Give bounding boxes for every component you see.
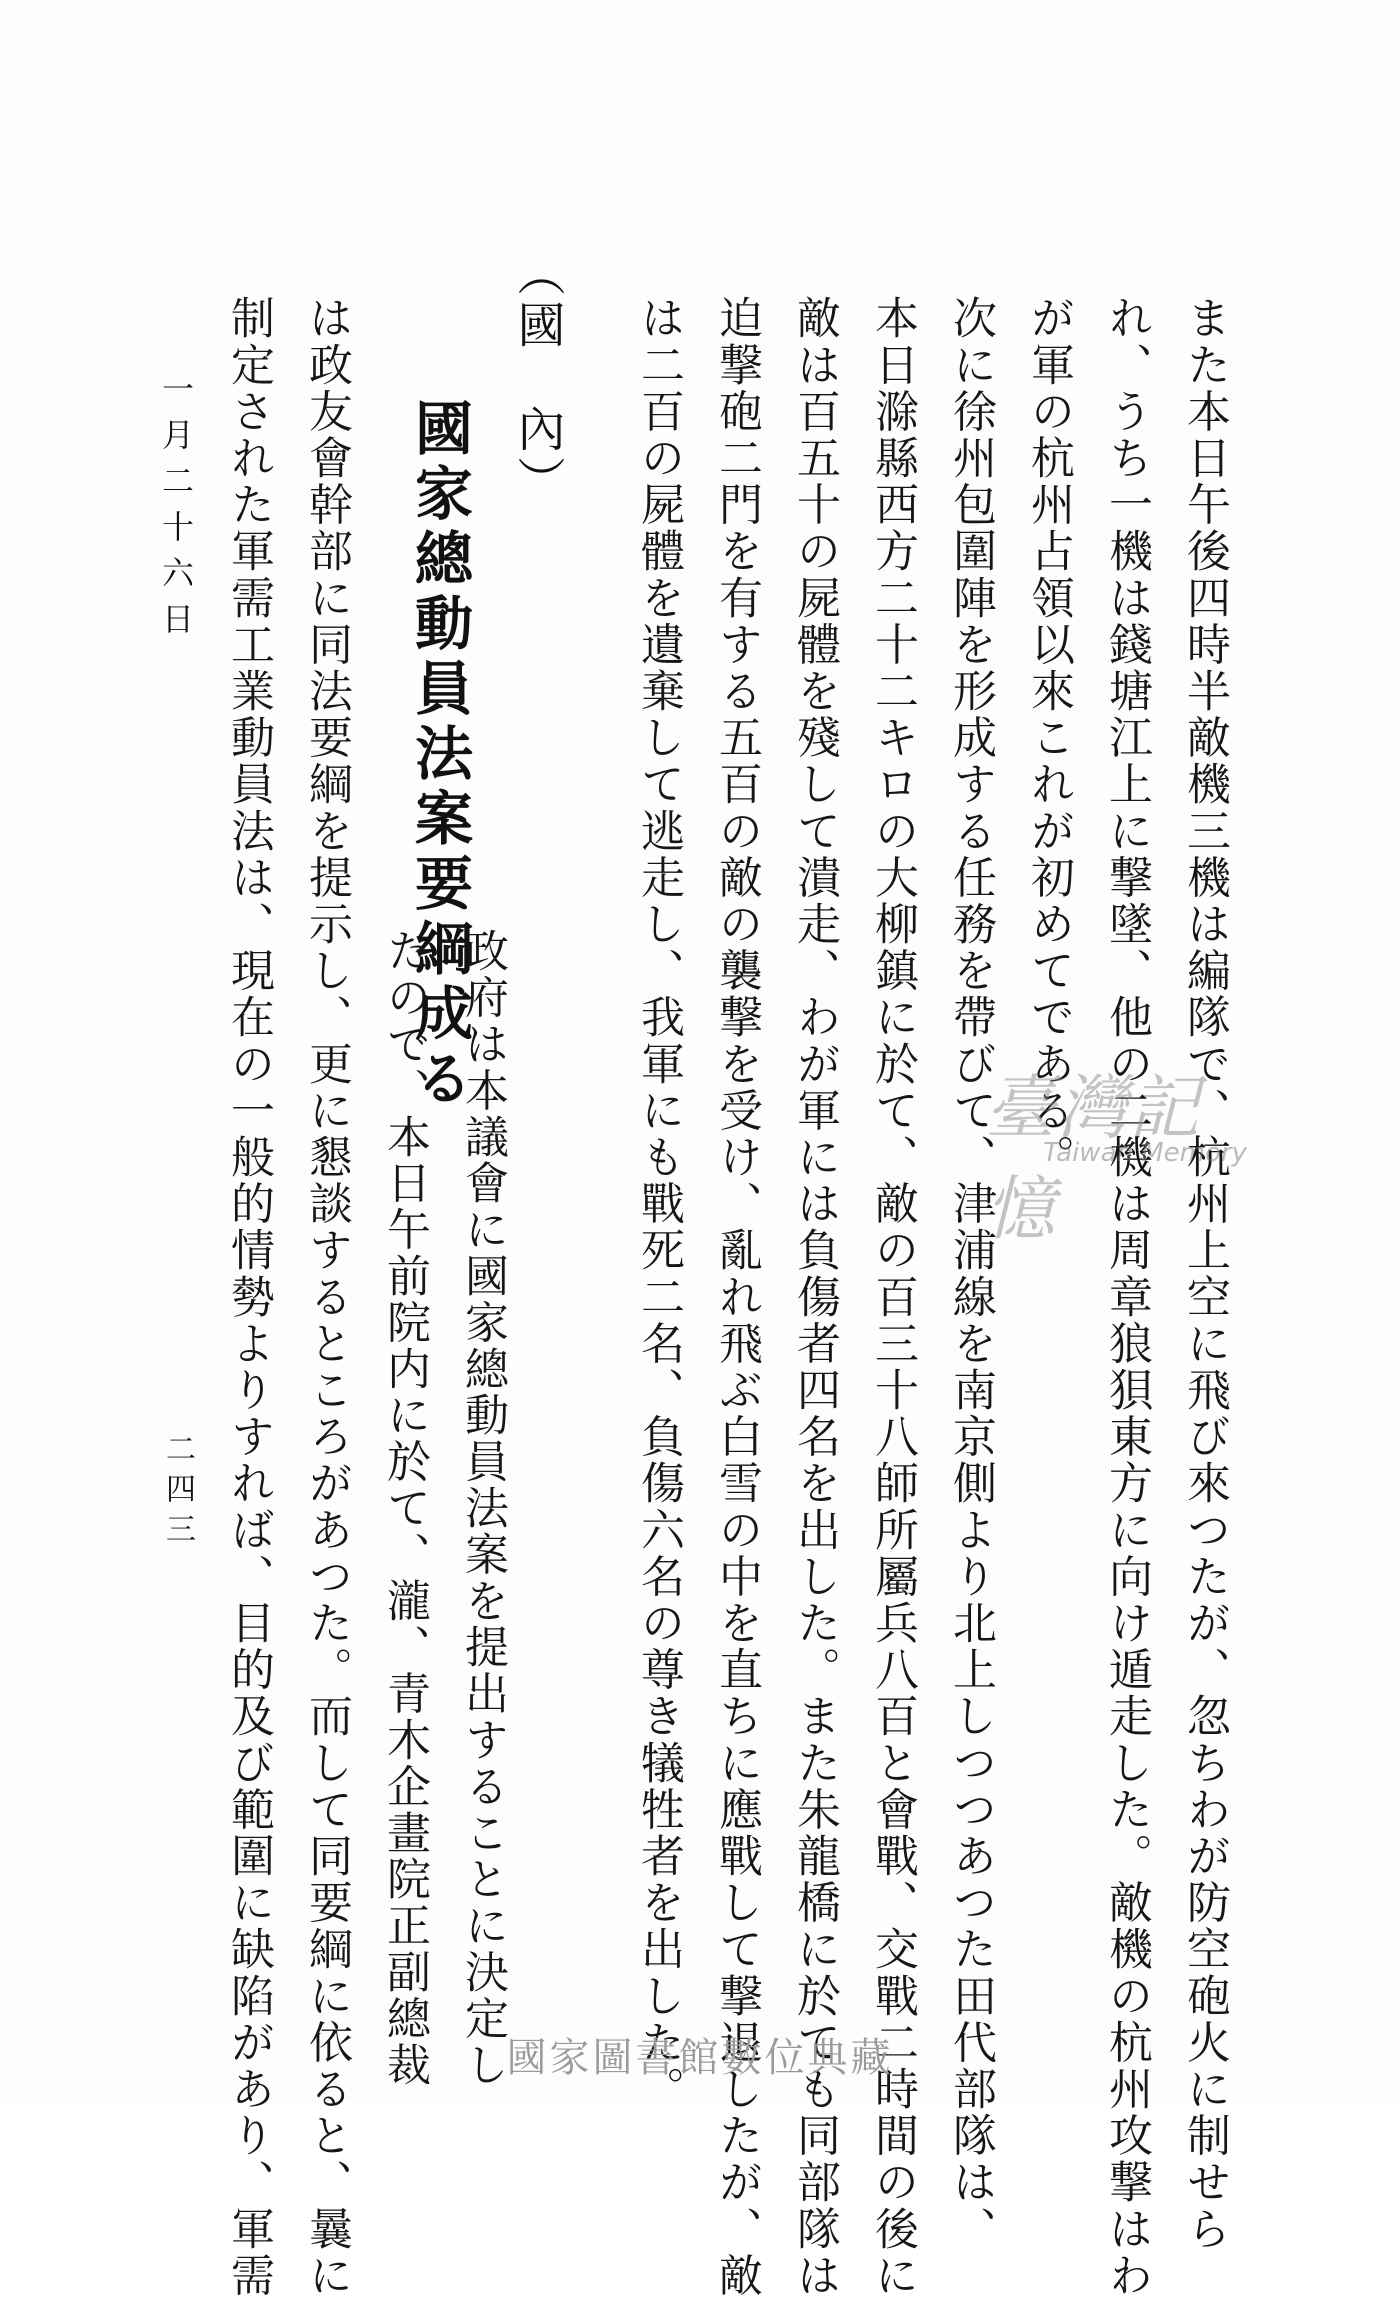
politics-column-3: は政友會幹部に同法要綱を提示し、更に懇談するところがあつた。而して同要綱に依ると、曩に xyxy=(301,295,352,2299)
watermark-logo xyxy=(985,1052,1255,1250)
narrative-column-4: 次に徐州包圍陣を形成する任務を帶びて、津浦線を南京側より北上しつつあつた田代部隊は、 xyxy=(945,295,996,2253)
politics-column-1: 政府は本議會に國家總動員法案を提出することに決定し xyxy=(457,928,508,2088)
narrative-column-5: 本日滁縣西方二十二キロの大柳鎮に於て、敵の百三十八師所屬兵八百と會戰、交戰二時間の後に xyxy=(867,295,918,2299)
watermark-main-text: 臺灣記憶 xyxy=(985,1067,1201,1250)
narrative-column-8: は二百の屍體を遺棄して逃走し、我軍にも戰死二名、負傷六名の尊き犠牲者を出した。 xyxy=(633,295,684,2113)
library-footer: 國家圖書館數位典藏 xyxy=(506,2035,894,2081)
issue-date: 一月二十六日 xyxy=(157,372,195,648)
narrative-column-3: が軍の杭州占領以來これが初めてである。 xyxy=(1023,295,1074,1181)
politics-column-4: 制定された軍需工業動員法は、現在の一般的情勢よりすれば、目的及び範圍に缺陷があり、軍需 xyxy=(223,295,274,2299)
watermark-sub-text: Taiwan Memory xyxy=(1043,1138,1247,1168)
page-number: 二四三 xyxy=(160,1433,195,1553)
politics-column-2: たので、本日午前院内に於て、瀧、青木企畫院正副總裁 xyxy=(379,928,430,2088)
article-headline: 國家總動員法案要綱成る xyxy=(405,398,473,1113)
narrative-column-7: 迫撃砲二門を有する五百の敵の襲撃を受け、亂れ飛ぶ白雪の中を直ちに應戰して撃退したが、敵 xyxy=(711,295,762,2299)
narrative-column-1: また本日午後四時半敵機三機は編隊で、杭州上空に飛び來つたが、忽ちわが防空砲火に制せら xyxy=(1179,295,1230,2253)
section-label: （國 內） xyxy=(509,248,565,508)
narrative-column-6: 敵は百五十の屍體を殘して潰走、わが軍には負傷者四名を出した。また朱龍橋に於ても同部隊は xyxy=(789,295,840,2299)
narrative-column-2: れ、うち一機は錢塘江上に撃墜、他の二機は周章狼狽東方に向け遁走した。敵機の杭州攻撃はわ xyxy=(1101,295,1152,2299)
